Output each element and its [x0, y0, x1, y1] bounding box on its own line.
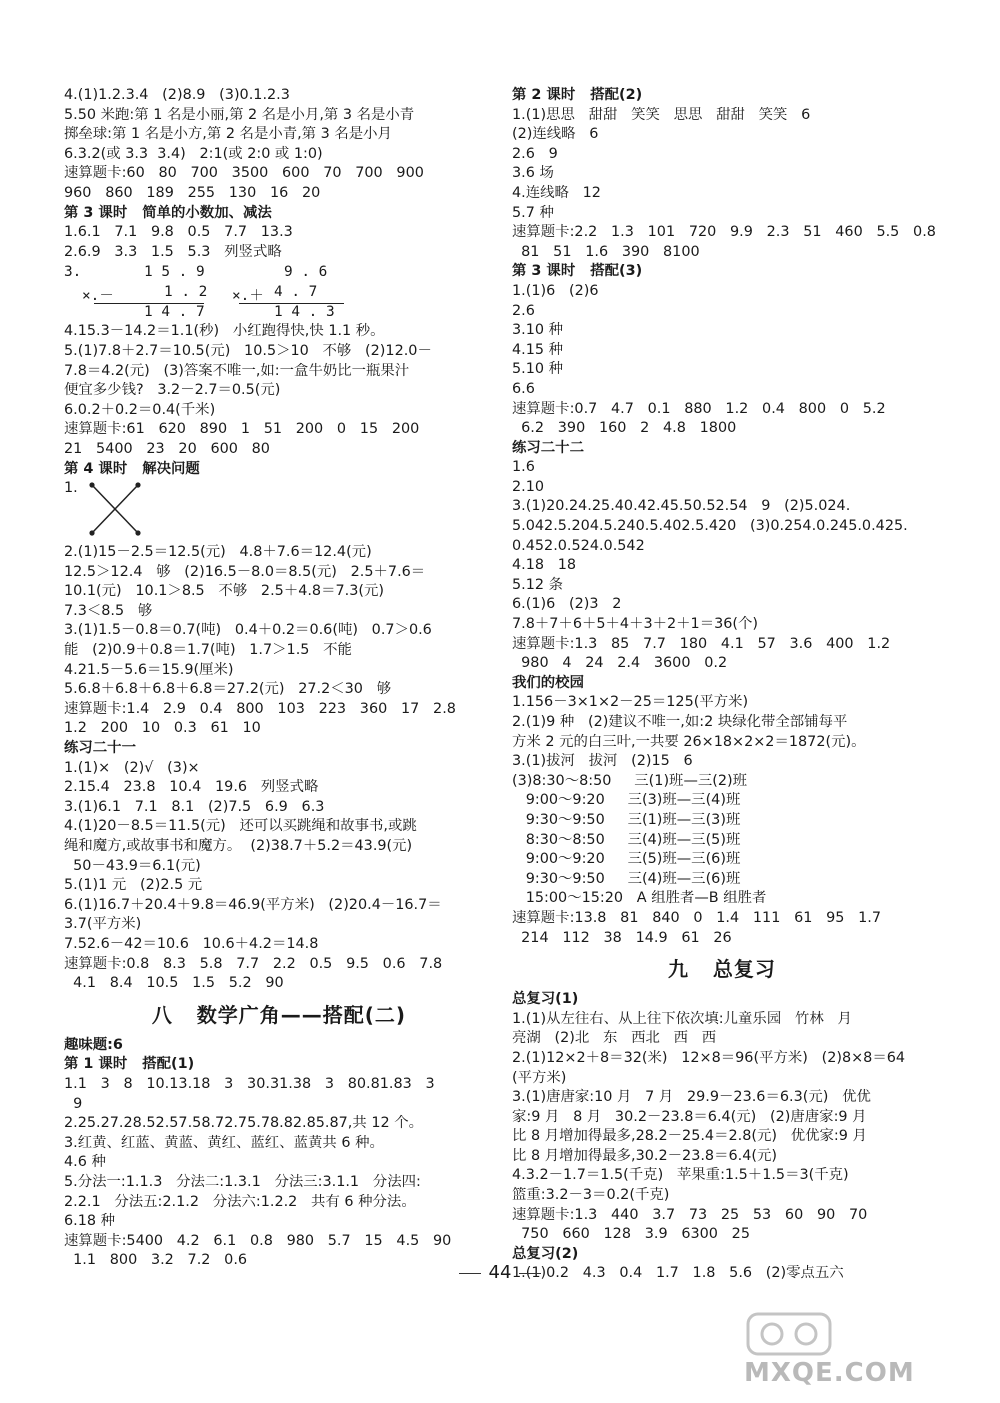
answer-line: 5.042.5.204.5.240.5.402.5.420 (3)0.254.0.245.0.425. [512, 518, 908, 535]
answer-line: 0.452.0.524.0.542 [512, 537, 645, 554]
answer-line: 6.2 390 160 2 4.8 1800 [512, 420, 737, 437]
answer-line: 速算题卡:1.3 85 7.7 180 4.1 57 3.6 400 1.2 [512, 635, 891, 652]
subsection-heading: 第 4 课时 解决问题 [64, 460, 200, 477]
answer-line: 5.分法一:1.1.3 分法二:1.3.1 分法三:3.1.1 分法四: [64, 1173, 421, 1190]
answer-line: 7.52.6－42＝10.6 10.6＋4.2＝14.8 [64, 935, 319, 952]
vertical-calculation [64, 262, 494, 322]
answer-line: (2)连线略 6 [512, 126, 599, 143]
answer-line: 6.18 种 [64, 1213, 116, 1230]
answer-line: 5.10 种 [512, 361, 564, 378]
answer-line: 1.(1)从左往右、从上往下依次填:儿童乐园 竹林 月 [512, 1010, 852, 1027]
answer-line: 6.(1)6 (2)3 2 [512, 596, 622, 613]
answer-line: 3.(1)唐唐家:10 月 7 月 29.9－23.6＝6.3(元) 优优 [512, 1089, 871, 1106]
answer-line: 4.18 18 [512, 557, 577, 574]
calc-b-top: 9 . 6 [284, 264, 328, 281]
subsection-heading: 第 3 课时 简单的小数加、减法 [64, 204, 272, 221]
page-number: 44 [488, 1262, 512, 1283]
answer-line: 4.连线略 12 [512, 184, 601, 201]
answer-line: 50－43.9＝6.1(元) [64, 857, 201, 874]
answer-line: 2.15.4 23.8 10.4 19.6 列竖式略 [64, 779, 319, 796]
endpoint-dot [135, 530, 140, 535]
right-column [512, 86, 936, 1284]
answer-line: 速算题卡:0.8 8.3 5.8 7.7 2.2 0.5 9.5 0.6 7.8 [64, 955, 443, 972]
answer-line: 3.10 种 [512, 322, 564, 339]
answer-line: 2.(1)12×2＋8＝32(米) 12×8＝96(平方米) (2)8×8＝64 [512, 1049, 906, 1066]
footer-dash-left [459, 1273, 481, 1274]
answer-line: 4.15.3－14.2＝1.1(秒) 小红跑得快,快 1.1 秒。 [64, 323, 385, 340]
answer-line: 6.0.2＋0.2＝0.4(千米) [64, 401, 216, 418]
answer-line: 5.(1)7.8＋2.7＝10.5(元) 10.5＞10 不够 (2)12.0－ [64, 342, 432, 359]
answer-line: 2.25.27.28.52.57.58.72.75.78.82.85.87,共 12 个。 [64, 1115, 423, 1132]
subsection-heading: 趣味题:6 [64, 1036, 123, 1053]
answer-line: 1.(1)0.2 4.3 0.4 1.7 1.8 5.6 (2)零点五六 [512, 1265, 844, 1282]
answer-line: 速算题卡:13.8 81 840 0 1.4 111 61 95 1.7 [512, 909, 882, 926]
answer-line: 篮重:3.2－3＝0.2(千克) [512, 1187, 670, 1204]
answer-line: 980 4 24 2.4 3600 0.2 [512, 655, 728, 672]
answer-line: 9:30～9:50 三(1)班—三(3)班 [512, 811, 741, 828]
answer-line: 4.1 8.4 10.5 1.5 5.2 90 [64, 975, 284, 992]
answer-line: 1.156－3×1×2－25＝125(平方米) [512, 694, 749, 711]
answer-line: 10.1(元) 10.1＞8.5 不够 2.5＋4.8＝7.3(元) [64, 583, 384, 600]
answer-line: 4.15 种 [512, 341, 564, 358]
answer-line: 速算题卡:0.7 4.7 0.1 880 1.2 0.4 800 0 5.2 [512, 400, 886, 417]
answer-line: 1.(1)6 (2)6 [512, 282, 599, 299]
answer-line: 4.(1)1.2.3.4 (2)8.9 (3)0.1.2.3 [64, 87, 290, 103]
answer-line: 214 112 38 14.9 61 26 [512, 929, 732, 946]
answer-line: 2.6.9 3.3 1.5 5.3 列竖式略 [64, 243, 282, 260]
subsection-heading: 第 1 课时 搭配(1) [64, 1056, 195, 1073]
answer-line: 5.(1)1 元 (2)2.5 元 [64, 877, 203, 894]
answer-line: 掷垒球:第 1 名是小方,第 2 名是小青,第 3 名是小月 [64, 126, 392, 143]
watermark-badge-icon [744, 1308, 834, 1358]
answer-line: 3.(1)拔河 拔河 (2)15 6 [512, 753, 693, 770]
answer-line: 750 660 128 3.9 6300 25 [512, 1226, 750, 1243]
answer-line: 5.12 条 [512, 576, 564, 593]
watermark-logo [744, 1308, 974, 1393]
answer-line: (3)8:30～8:50 三(1)班—三(2)班 [512, 772, 748, 789]
answer-line: 1.1 800 3.2 7.2 0.6 [64, 1252, 248, 1269]
answer-line: 5.7 种 [512, 204, 554, 221]
subsection-heading: 总复习(2) [512, 1245, 579, 1262]
answer-line: 12.5＞12.4 够 (2)16.5－8.0＝8.5(元) 2.5＋7.6＝ [64, 563, 426, 580]
subsection-heading: 第 3 课时 搭配(3) [512, 263, 643, 280]
answer-line: 便宜多少钱? 3.2－2.7＝0.5(元) [64, 382, 281, 399]
answer-line: 15:00～15:20 A 组胜者—B 组胜者 [512, 890, 767, 907]
answer-line: 2.2.1 分法五:2.1.2 分法六:1.2.2 共有 6 种分法。 [64, 1193, 416, 1210]
answer-line: 3.(1)20.24.25.40.42.45.50.52.54 9 (2)5.024. [512, 498, 851, 515]
calc-label: 3. [64, 264, 82, 281]
answer-line: 方米 2 元的白三叶,一共要 26×18×2×2＝1872(元)。 [512, 733, 866, 750]
answer-line: 9:00～9:20 三(5)班—三(6)班 [512, 851, 741, 868]
subsection-heading: 我们的校园 [512, 674, 584, 691]
calc-a-result: 1 4 . 7 [144, 304, 205, 321]
section-title: 九 总复习 [668, 957, 776, 982]
answer-line: 4.6 种 [64, 1154, 106, 1171]
calc-rule-2 [239, 303, 344, 304]
subsection-heading: 练习二十一 [64, 740, 136, 757]
answer-line: 能 (2)0.9＋0.8＝1.7(吨) 1.7＞1.5 不能 [64, 642, 352, 659]
answer-line: 1.1 3 8 10.13.18 3 30.31.38 3 80.81.83 3 [64, 1075, 435, 1092]
answer-line: 3.(1)6.1 7.1 8.1 (2)7.5 6.9 6.3 [64, 798, 325, 815]
calc-a-top: 1 5 . 9 [144, 264, 205, 281]
answer-line: 速算题卡:2.2 1.3 101 720 9.9 2.3 51 460 5.5 0.8 [512, 224, 936, 241]
answer-line: 4.21.5－5.6＝15.9(厘米) [64, 661, 234, 678]
matching-figure [64, 479, 494, 543]
answer-line: 21 5400 23 20 600 80 [64, 440, 270, 457]
answer-line: 速算题卡:60 80 700 3500 600 70 700 900 [64, 165, 424, 182]
calc-b-operand: 4 . 7 [274, 284, 318, 301]
calc-a-operator: ×.－ [82, 288, 114, 305]
answer-line: 亮湖 (2)北 东 西北 西 西 [512, 1030, 717, 1047]
answer-line: 1. [64, 480, 78, 497]
answer-line: 1.(1)思思 甜甜 笑笑 思思 甜甜 笑笑 6 [512, 106, 811, 123]
subsection-heading: 第 2 课时 搭配(2) [512, 87, 643, 103]
answer-line: 6.6 [512, 380, 535, 397]
answer-line: 6.(1)16.7＋20.4＋9.8＝46.9(平方米) (2)20.4－16.7＝ [64, 896, 442, 913]
answer-line: 比 8 月增加得最多,30.2－23.8＝6.4(元) [512, 1147, 777, 1164]
answer-line: 81 51 1.6 390 8100 [512, 243, 700, 260]
answer-line: 5.6.8＋6.8＋6.8＋6.8＝27.2(元) 27.2＜30 够 [64, 681, 392, 698]
subsection-heading: 总复习(1) [512, 991, 579, 1008]
answer-line: 家:9 月 8 月 30.2－23.8＝6.4(元) (2)唐唐家:9 月 [512, 1108, 867, 1125]
answer-line: 2.(1)9 种 (2)建议不唯一,如:2 块绿化带全部铺每平 [512, 714, 848, 730]
answer-line: 4.(1)20－8.5＝11.5(元) 还可以买跳绳和故事书,或跳 [64, 818, 417, 835]
answer-line: 7.8＝4.2(元) (3)答案不唯一,如:一盒牛奶比一瓶果汁 [64, 362, 410, 379]
calc-b-result: 1 4 . 3 [274, 304, 335, 321]
answer-line: 9:30～9:50 三(4)班—三(6)班 [512, 870, 741, 887]
answer-line: 9 [64, 1095, 83, 1112]
answer-line: 7.3＜8.5 够 [64, 602, 153, 619]
answer-line: 速算题卡:5400 4.2 6.1 0.8 980 5.7 15 4.5 90 [64, 1232, 452, 1249]
answer-line: (平方米) [512, 1069, 567, 1086]
answer-line: 960 860 189 255 130 16 20 [64, 184, 321, 201]
endpoint-dot [135, 482, 140, 487]
answer-line: 速算题卡:1.4 2.9 0.4 800 103 223 360 17 2.8 [64, 700, 456, 717]
endpoint-dot [89, 530, 94, 535]
calc-a-operand: 1 . 2 [164, 284, 208, 301]
answer-line: 2.(1)15－2.5＝12.5(元) 4.8＋7.6＝12.4(元) [64, 544, 372, 561]
answer-line: 3.6 场 [512, 165, 554, 182]
answer-line: 2.6 9 [512, 145, 558, 162]
answer-line: 速算题卡:1.3 440 3.7 73 25 53 60 90 70 [512, 1206, 868, 1223]
section-title: 八 数学广角——搭配(二) [151, 1002, 407, 1027]
answer-line: 1.6.1 7.1 9.8 0.5 7.7 13.3 [64, 224, 293, 241]
answer-line: 速算题卡:61 620 890 1 51 200 0 15 200 [64, 421, 420, 438]
answer-line: 9:00～9:20 三(3)班—三(4)班 [512, 792, 741, 809]
answer-line: 2.10 [512, 478, 545, 495]
answer-line: 8:30～8:50 三(4)班—三(5)班 [512, 831, 741, 848]
answer-line: 比 8 月增加得最多,28.2－25.4＝2.8(元) 优优家:9 月 [512, 1128, 867, 1145]
answer-line: 2.6 [512, 302, 535, 319]
answer-line: 1.6 [512, 459, 535, 476]
left-column [64, 86, 494, 1271]
subsection-heading: 练习二十二 [512, 439, 584, 456]
answer-line: 1.2 200 10 0.3 61 10 [64, 720, 261, 737]
answer-line: 3.红黄、红蓝、黄蓝、黄红、蓝红、蓝黄共 6 种。 [64, 1134, 384, 1151]
endpoint-dot [89, 482, 94, 487]
answer-line: 6.3.2(或 3.3 3.4) 2:1(或 2:0 或 1:0) [64, 145, 323, 162]
footer-dash-right [519, 1273, 541, 1274]
page-number-footer [0, 1262, 1000, 1283]
calc-b-operator: ×.＋ [232, 288, 264, 305]
answer-line: 3.(1)1.5－0.8＝0.7(吨) 0.4＋0.2＝0.6(吨) 0.7＞0.6 [64, 622, 432, 639]
answer-line: 7.8＋7＋6＋5＋4＋3＋2＋1＝36(个) [512, 616, 759, 633]
answer-line: 3.7(平方米) [64, 916, 142, 933]
answer-line: 绳和魔方,或故事书和魔方。 (2)38.7＋5.2＝43.9(元) [64, 838, 413, 854]
answer-line: 4.3.2－1.7＝1.5(千克) 苹果重:1.5＋1.5＝3(千克) [512, 1167, 849, 1184]
watermark-text: MXQE.COM [744, 1358, 915, 1388]
answer-line: 1.(1)× (2)√ (3)× [64, 759, 200, 776]
answer-line: 5.50 米跑:第 1 名是小丽,第 2 名是小月,第 3 名是小青 [64, 106, 415, 123]
cross-lines-figure [88, 479, 148, 543]
calc-rule-1 [94, 303, 204, 304]
